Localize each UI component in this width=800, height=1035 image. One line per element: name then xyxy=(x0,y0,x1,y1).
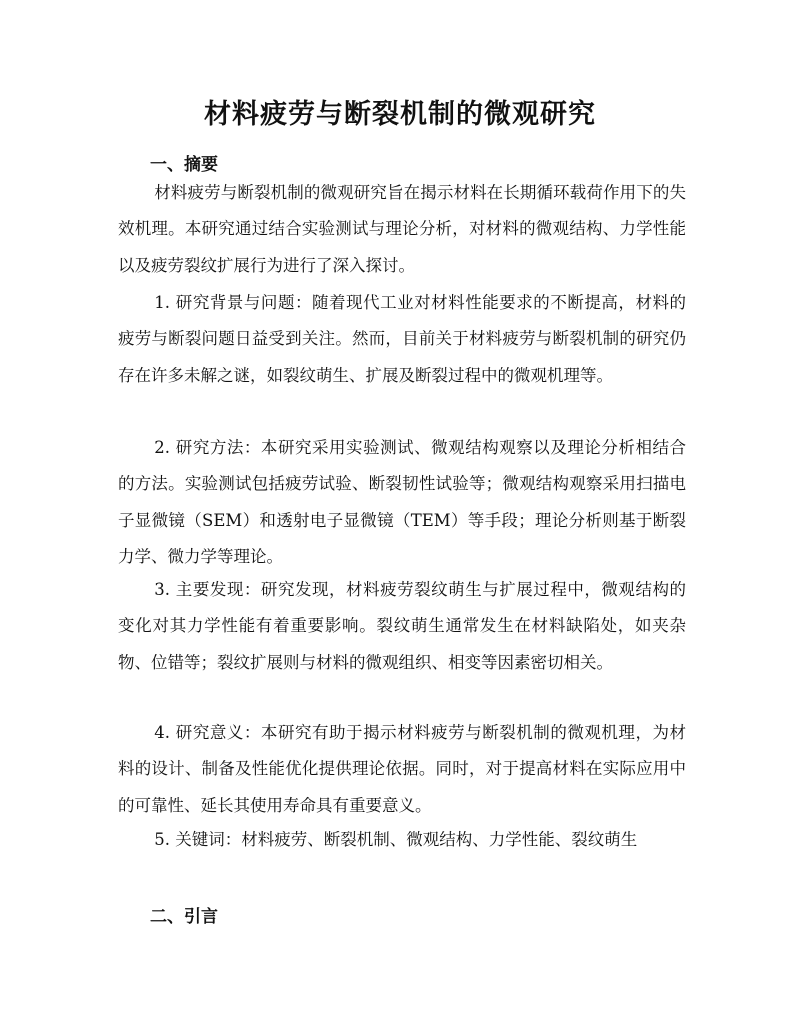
section-heading-introduction: 二、引言 xyxy=(150,907,218,927)
section-heading-abstract: 一、摘要 xyxy=(150,155,218,175)
findings-paragraph: 3. 主要发现：研究发现，材料疲劳裂纹萌生与扩展过程中，微观结构的变化对其力学性能有着重要影响。裂纹萌生通常发生在材料缺陷处，如夹杂物、位错等；裂纹扩展则与材料的微观组织、相变等因素密切相关。 xyxy=(118,580,686,672)
significance-paragraph: 4. 研究意义：本研究有助于揭示材料疲劳与断裂机制的微观机理，为材料的设计、制备及性能优化提供理论依据。同时，对于提高材料在实际应用中的可靠性、延长其使用寿命具有重要意义。 xyxy=(118,723,686,815)
abstract-paragraph: 材料疲劳与断裂机制的微观研究旨在揭示材料在长期循环载荷作用下的失效机理。本研究通过结合实验测试与理论分析，对材料的微观结构、力学性能以及疲劳裂纹扩展行为进行了深入探讨。 xyxy=(118,183,686,275)
keywords-paragraph: 5. 关键词：材料疲劳、断裂机制、微观结构、力学性能、裂纹萌生 xyxy=(154,830,638,849)
document-title: 材料疲劳与断裂机制的微观研究 xyxy=(204,99,596,130)
background-paragraph: 1. 研究背景与问题：随着现代工业对材料性能要求的不断提高，材料的疲劳与断裂问题日益受到关注。然而，目前关于材料疲劳与断裂机制的研究仍存在许多未解之谜，如裂纹萌生、扩展及断裂过程中的微观机理等。 xyxy=(118,293,686,385)
methods-paragraph: 2. 研究方法：本研究采用实验测试、微观结构观察以及理论分析相结合的方法。实验测试包括疲劳试验、断裂韧性试验等；微观结构观察采用扫描电子显微镜（SEM）和透射电子显微镜（TEM）等手段；理论分析则基于断裂力学、微力学等理论。 xyxy=(118,438,686,566)
